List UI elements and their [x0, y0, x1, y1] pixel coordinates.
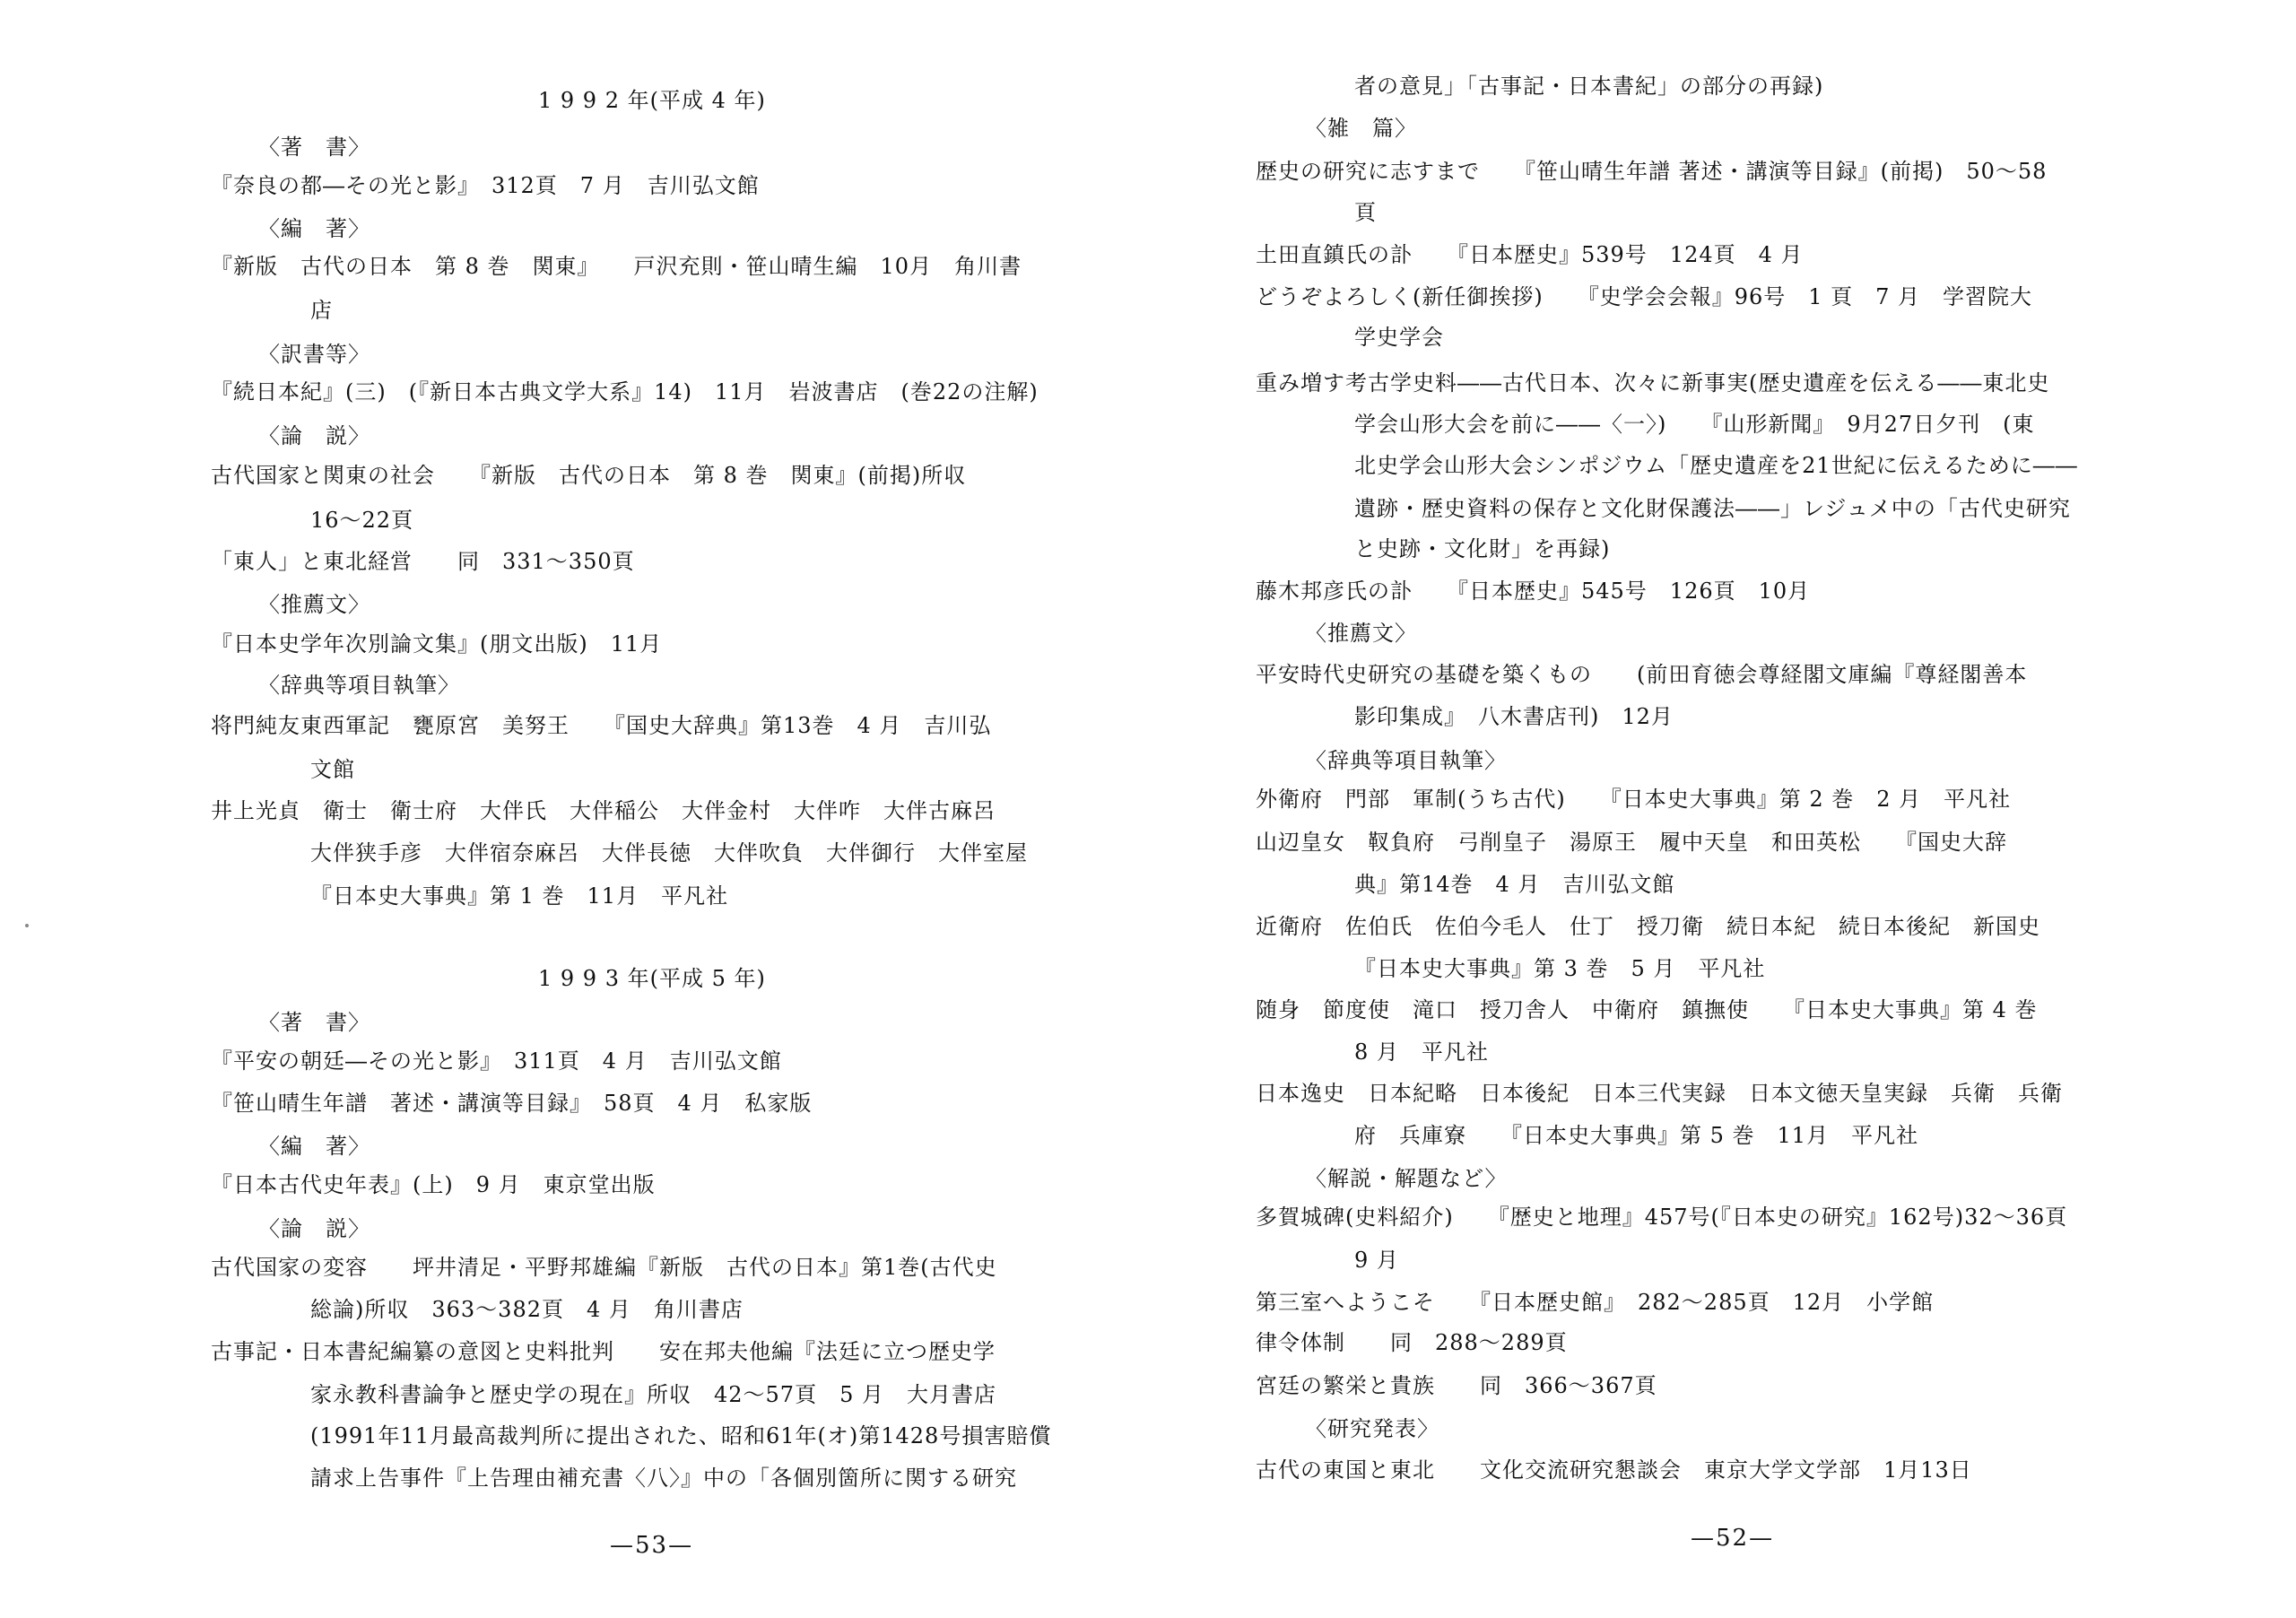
- entry-line-continued: 請求上告事件『上告理由補充書〈八〉』中の「各個別箇所に関する研究: [310, 1466, 1017, 1491]
- section-heading: 〈論 説〉: [258, 1216, 370, 1241]
- section-heading: 〈雑 篇〉: [1305, 116, 1417, 141]
- entry-line: 第三室へようこそ 『日本歴史館』 282～285頁 12月 小学館: [1256, 1290, 1935, 1315]
- entry-line-continued: 文館: [310, 757, 355, 782]
- entry-line: 将門純友東西軍記 甕原宮 美努王 『国史大辞典』第13巻 4 月 吉川弘: [211, 713, 992, 738]
- entry-line-continued: 影印集成』 八木書店刊) 12月: [1354, 704, 1674, 729]
- year-heading-1993: 1 9 9 3 年(平成 5 年): [538, 966, 766, 991]
- entry-line: 歴史の研究に志すまで 『笹山晴生年譜 著述・講演等目録』(前掲) 50～58: [1256, 159, 2048, 184]
- entry-line-continued: 『日本史大事典』第 3 巻 5 月 平凡社: [1354, 956, 1766, 981]
- entry-line: 平安時代史研究の基礎を築くもの (前田育徳会尊経閣文庫編『尊経閣善本: [1256, 662, 2028, 687]
- section-heading: 〈辞典等項目執筆〉: [258, 673, 460, 698]
- section-heading: 〈著 書〉: [258, 1010, 370, 1035]
- entry-line-continued: 『日本史大事典』第 1 巻 11月 平凡社: [310, 883, 729, 909]
- entry-line-continued: 総論)所収 363～382頁 4 月 角川書店: [310, 1297, 744, 1322]
- entry-line: 『奈良の都―その光と影』 312頁 7 月 吉川弘文館: [211, 173, 760, 198]
- entry-line: 藤木邦彦氏の訃 『日本歴史』545号 126頁 10月: [1256, 578, 1811, 604]
- entry-line-continued: 遺跡・歴史資料の保存と文化財保護法――」レジュメ中の「古代史研究: [1354, 496, 2071, 521]
- entry-line-continued: 16～22頁: [310, 508, 414, 533]
- scan-speck: [25, 924, 29, 927]
- entry-line: 多賀城碑(史料紹介) 『歴史と地理』457号(『日本史の研究』162号)32～36頁: [1256, 1205, 2068, 1230]
- entry-line: 近衛府 佐伯氏 佐伯今毛人 仕丁 授刀衛 続日本紀 続日本後紀 新国史: [1256, 914, 2040, 939]
- entry-line-continued: 家永教科書論争と歴史学の現在』所収 42～57頁 5 月 大月書店: [310, 1382, 996, 1407]
- entry-line: 土田直鎮氏の訃 『日本歴史』539号 124頁 4 月: [1256, 242, 1804, 267]
- page-number: —53—: [610, 1532, 694, 1559]
- section-heading: 〈論 説〉: [258, 423, 370, 448]
- entry-line: 「東人」と東北経営 同 331～350頁: [211, 549, 635, 574]
- entry-line: 『笹山晴生年譜 著述・講演等目録』 58頁 4 月 私家版: [211, 1091, 813, 1116]
- entry-line: 日本逸史 日本紀略 日本後紀 日本三代実録 日本文徳天皇実録 兵衛 兵衛: [1256, 1081, 2063, 1106]
- entry-line: 古代の東国と東北 文化交流研究懇談会 東京大学文学部 1月13日: [1256, 1457, 1972, 1483]
- entry-line: 古事記・日本書紀編纂の意図と史料批判 安在邦夫他編『法廷に立つ歴史学: [211, 1339, 996, 1364]
- entry-line: 宮廷の繁栄と貴族 同 366～367頁: [1256, 1373, 1657, 1398]
- entry-line-continued: と史跡・文化財」を再録): [1354, 536, 1611, 561]
- entry-line: 古代国家の変容 坪井清足・平野邦雄編『新版 古代の日本』第1巻(古代史: [211, 1255, 997, 1280]
- entry-line: 『日本古代史年表』(上) 9 月 東京堂出版: [211, 1172, 656, 1197]
- section-heading: 〈辞典等項目執筆〉: [1305, 748, 1507, 773]
- entry-line-continued: 典』第14巻 4 月 吉川弘文館: [1354, 872, 1675, 897]
- entry-line: 『新版 古代の日本 第 8 巻 関東』 戸沢充則・笹山晴生編 10月 角川書: [211, 254, 1022, 279]
- entry-line: 随身 節度使 滝口 授刀舎人 中衛府 鎮撫使 『日本史大事典』第 4 巻: [1256, 997, 2038, 1022]
- year-heading-1992: 1 9 9 2 年(平成 4 年): [538, 88, 766, 113]
- entry-line: 律令体制 同 288～289頁: [1256, 1330, 1568, 1355]
- entry-line-continued: 者の意見」「古事記・日本書紀」の部分の再録): [1354, 74, 1824, 99]
- entry-line: どうぞよろしく(新任御挨拶) 『史学会会報』96号 1 頁 7 月 学習院大: [1256, 284, 2033, 309]
- entry-line-continued: 9 月: [1354, 1248, 1399, 1273]
- entry-line-continued: 北史学会山形大会シンポジウム「歴史遺産を21世紀に伝えるために――: [1354, 453, 2078, 478]
- entry-line-continued: 大伴狭手彦 大伴宿奈麻呂 大伴長徳 大伴吹負 大伴御行 大伴室屋: [310, 840, 1028, 866]
- entry-line-continued: 頁: [1354, 200, 1377, 225]
- section-heading: 〈推薦文〉: [258, 592, 370, 617]
- entry-line: 山辺皇女 靫負府 弓削皇子 湯原王 履中天皇 和田英松 『国史大辞: [1256, 830, 2007, 855]
- entry-line: 古代国家と関東の社会 『新版 古代の日本 第 8 巻 関東』(前掲)所収: [211, 463, 967, 488]
- section-heading: 〈研究発表〉: [1305, 1416, 1439, 1441]
- section-heading: 〈推薦文〉: [1305, 621, 1417, 646]
- entry-line-continued: 府 兵庫寮 『日本史大事典』第 5 巻 11月 平凡社: [1354, 1123, 1919, 1148]
- right-page: [1157, 0, 2296, 1618]
- page-number: —52—: [1691, 1525, 1775, 1552]
- section-heading: 〈編 著〉: [258, 216, 370, 241]
- entry-line-continued: 8 月 平凡社: [1354, 1040, 1489, 1065]
- entry-line-continued: (1991年11月最高裁判所に提出された、昭和61年(オ)第1428号損害賠償: [310, 1423, 1052, 1448]
- section-heading: 〈訳書等〉: [258, 342, 370, 367]
- section-heading: 〈著 書〉: [258, 135, 370, 160]
- section-heading: 〈解説・解題など〉: [1305, 1166, 1508, 1191]
- entry-line: 外衛府 門部 軍制(うち古代) 『日本史大事典』第 2 巻 2 月 平凡社: [1256, 787, 2012, 812]
- entry-line: 井上光貞 衛士 衛士府 大伴氏 大伴稲公 大伴金村 大伴咋 大伴古麻呂: [211, 798, 996, 823]
- section-heading: 〈編 著〉: [258, 1134, 370, 1159]
- entry-line: 『日本史学年次別論文集』(朋文出版) 11月: [211, 631, 663, 657]
- entry-line-continued: 学会山形大会を前に――〈一〉) 『山形新聞』 9月27日夕刊 (東: [1354, 412, 2035, 437]
- entry-line-continued: 学史学会: [1354, 325, 1444, 350]
- entry-line: 『平安の朝廷―その光と影』 311頁 4 月 吉川弘文館: [211, 1048, 782, 1074]
- entry-line: 重み増す考古学史料――古代日本、次々に新事実(歴史遺産を伝える――東北史: [1256, 370, 2050, 396]
- entry-line: 『続日本紀』(三) (『新日本古典文学大系』14) 11月 岩波書店 (巻22の注解): [211, 379, 1039, 404]
- entry-line-continued: 店: [310, 298, 333, 323]
